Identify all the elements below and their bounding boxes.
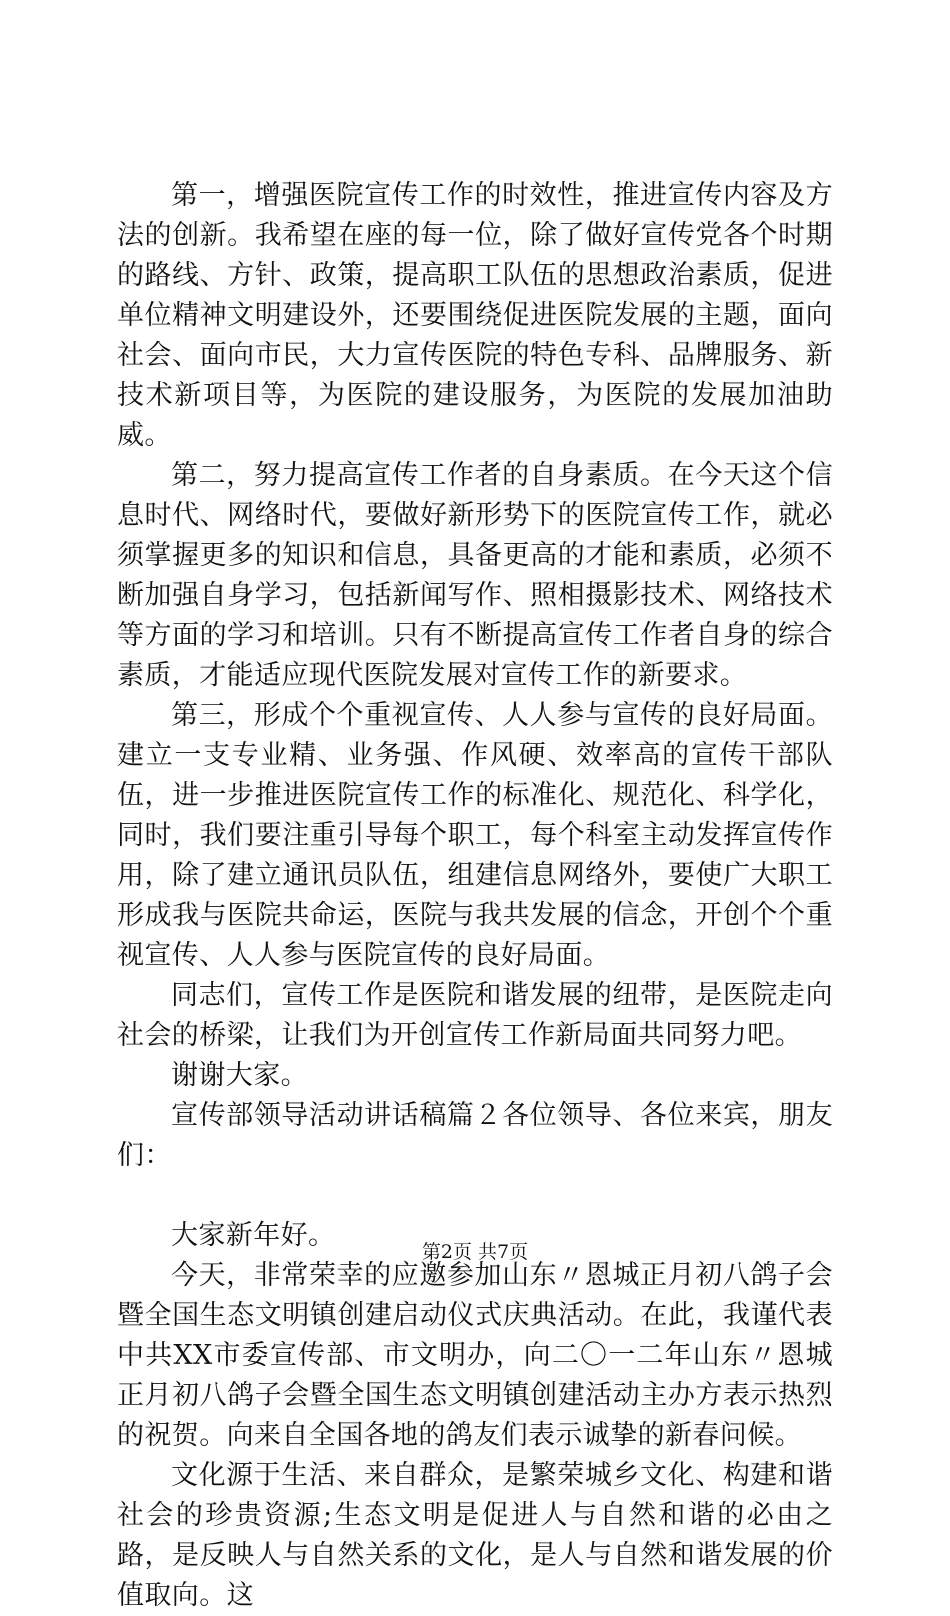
paragraph-5: 谢谢大家。 xyxy=(171,1060,308,1091)
document-body xyxy=(117,176,833,1616)
paragraph-4: 同志们，宣传工作是医院和谐发展的纽带，是医院走向社会的桥梁，让我们为开创宣传工作新局面共同努力吧。 xyxy=(117,980,833,1051)
paragraph-2: 第二，努力提高宣传工作者的自身素质。在今天这个信息时代、网络时代，要做好新形势下的医院宣传工作，就必须掌握更多的知识和信息，具备更高的才能和素质，必须不断加强自身学习，包括新闻写作、照相摄影技术、网络技术等方面的学习和培训。只有不断提高宣传工作者自身的综合素质，才能适应现代医院发展对宣传工作的新要求。 xyxy=(117,460,833,691)
paragraph-9: 文化源于生活、来自群众，是繁荣城乡文化、构建和谐社会的珍贵资源;生态文明是促进人与自然和谐的必由之路，是反映人与自然关系的文化，是人与自然和谐发展的价值取向。这 xyxy=(117,1460,833,1611)
paragraph-1: 第一，增强医院宣传工作的时效性，推进宣传内容及方法的创新。我希望在座的每一位，除了做好宣传党各个时期的路线、方针、政策，提高职工队伍的思想政治素质，促进单位精神文明建设外，还要围绕促进医院发展的主题，面向社会、面向市民，大力宣传医院的特色专科、品牌服务、新技术新项目等，为医院的建设服务，为医院的发展加油助威。 xyxy=(117,180,833,451)
blank-line xyxy=(117,1176,833,1216)
page-footer: 第2页 共7页 xyxy=(421,1241,529,1263)
paragraph-7: 大家新年好。 xyxy=(171,1220,336,1251)
paragraph-3: 第三，形成个个重视宣传、人人参与宣传的良好局面。建立一支专业精、业务强、作风硬、效率高的宣传干部队伍，进一步推进医院宣传工作的标准化、规范化、科学化，同时，我们要注重引导每个职工，每个科室主动发挥宣传作用，除了建立通讯员队伍，组建信息网络外，要使广大职工形成我与医院共命运，医院与我共发展的信念，开创个个重视宣传、人人参与医院宣传的良好局面。 xyxy=(117,700,833,971)
paragraph-6: 宣传部领导活动讲话稿篇２各位领导、各位来宾，朋友们： xyxy=(117,1100,833,1171)
paragraph-8: 今天，非常荣幸的应邀参加山东〃恩城正月初八鸽子会暨全国生态文明镇创建启动仪式庆典活动。在此，我谨代表中共XX市委宣传部、市文明办，向二〇一二年山东〃恩城正月初八鸽子会暨全国生态文明镇创建活动主办方表示热烈的祝贺。向来自全国各地的鸽友们表示诚挚的新春问候。 xyxy=(117,1260,833,1451)
